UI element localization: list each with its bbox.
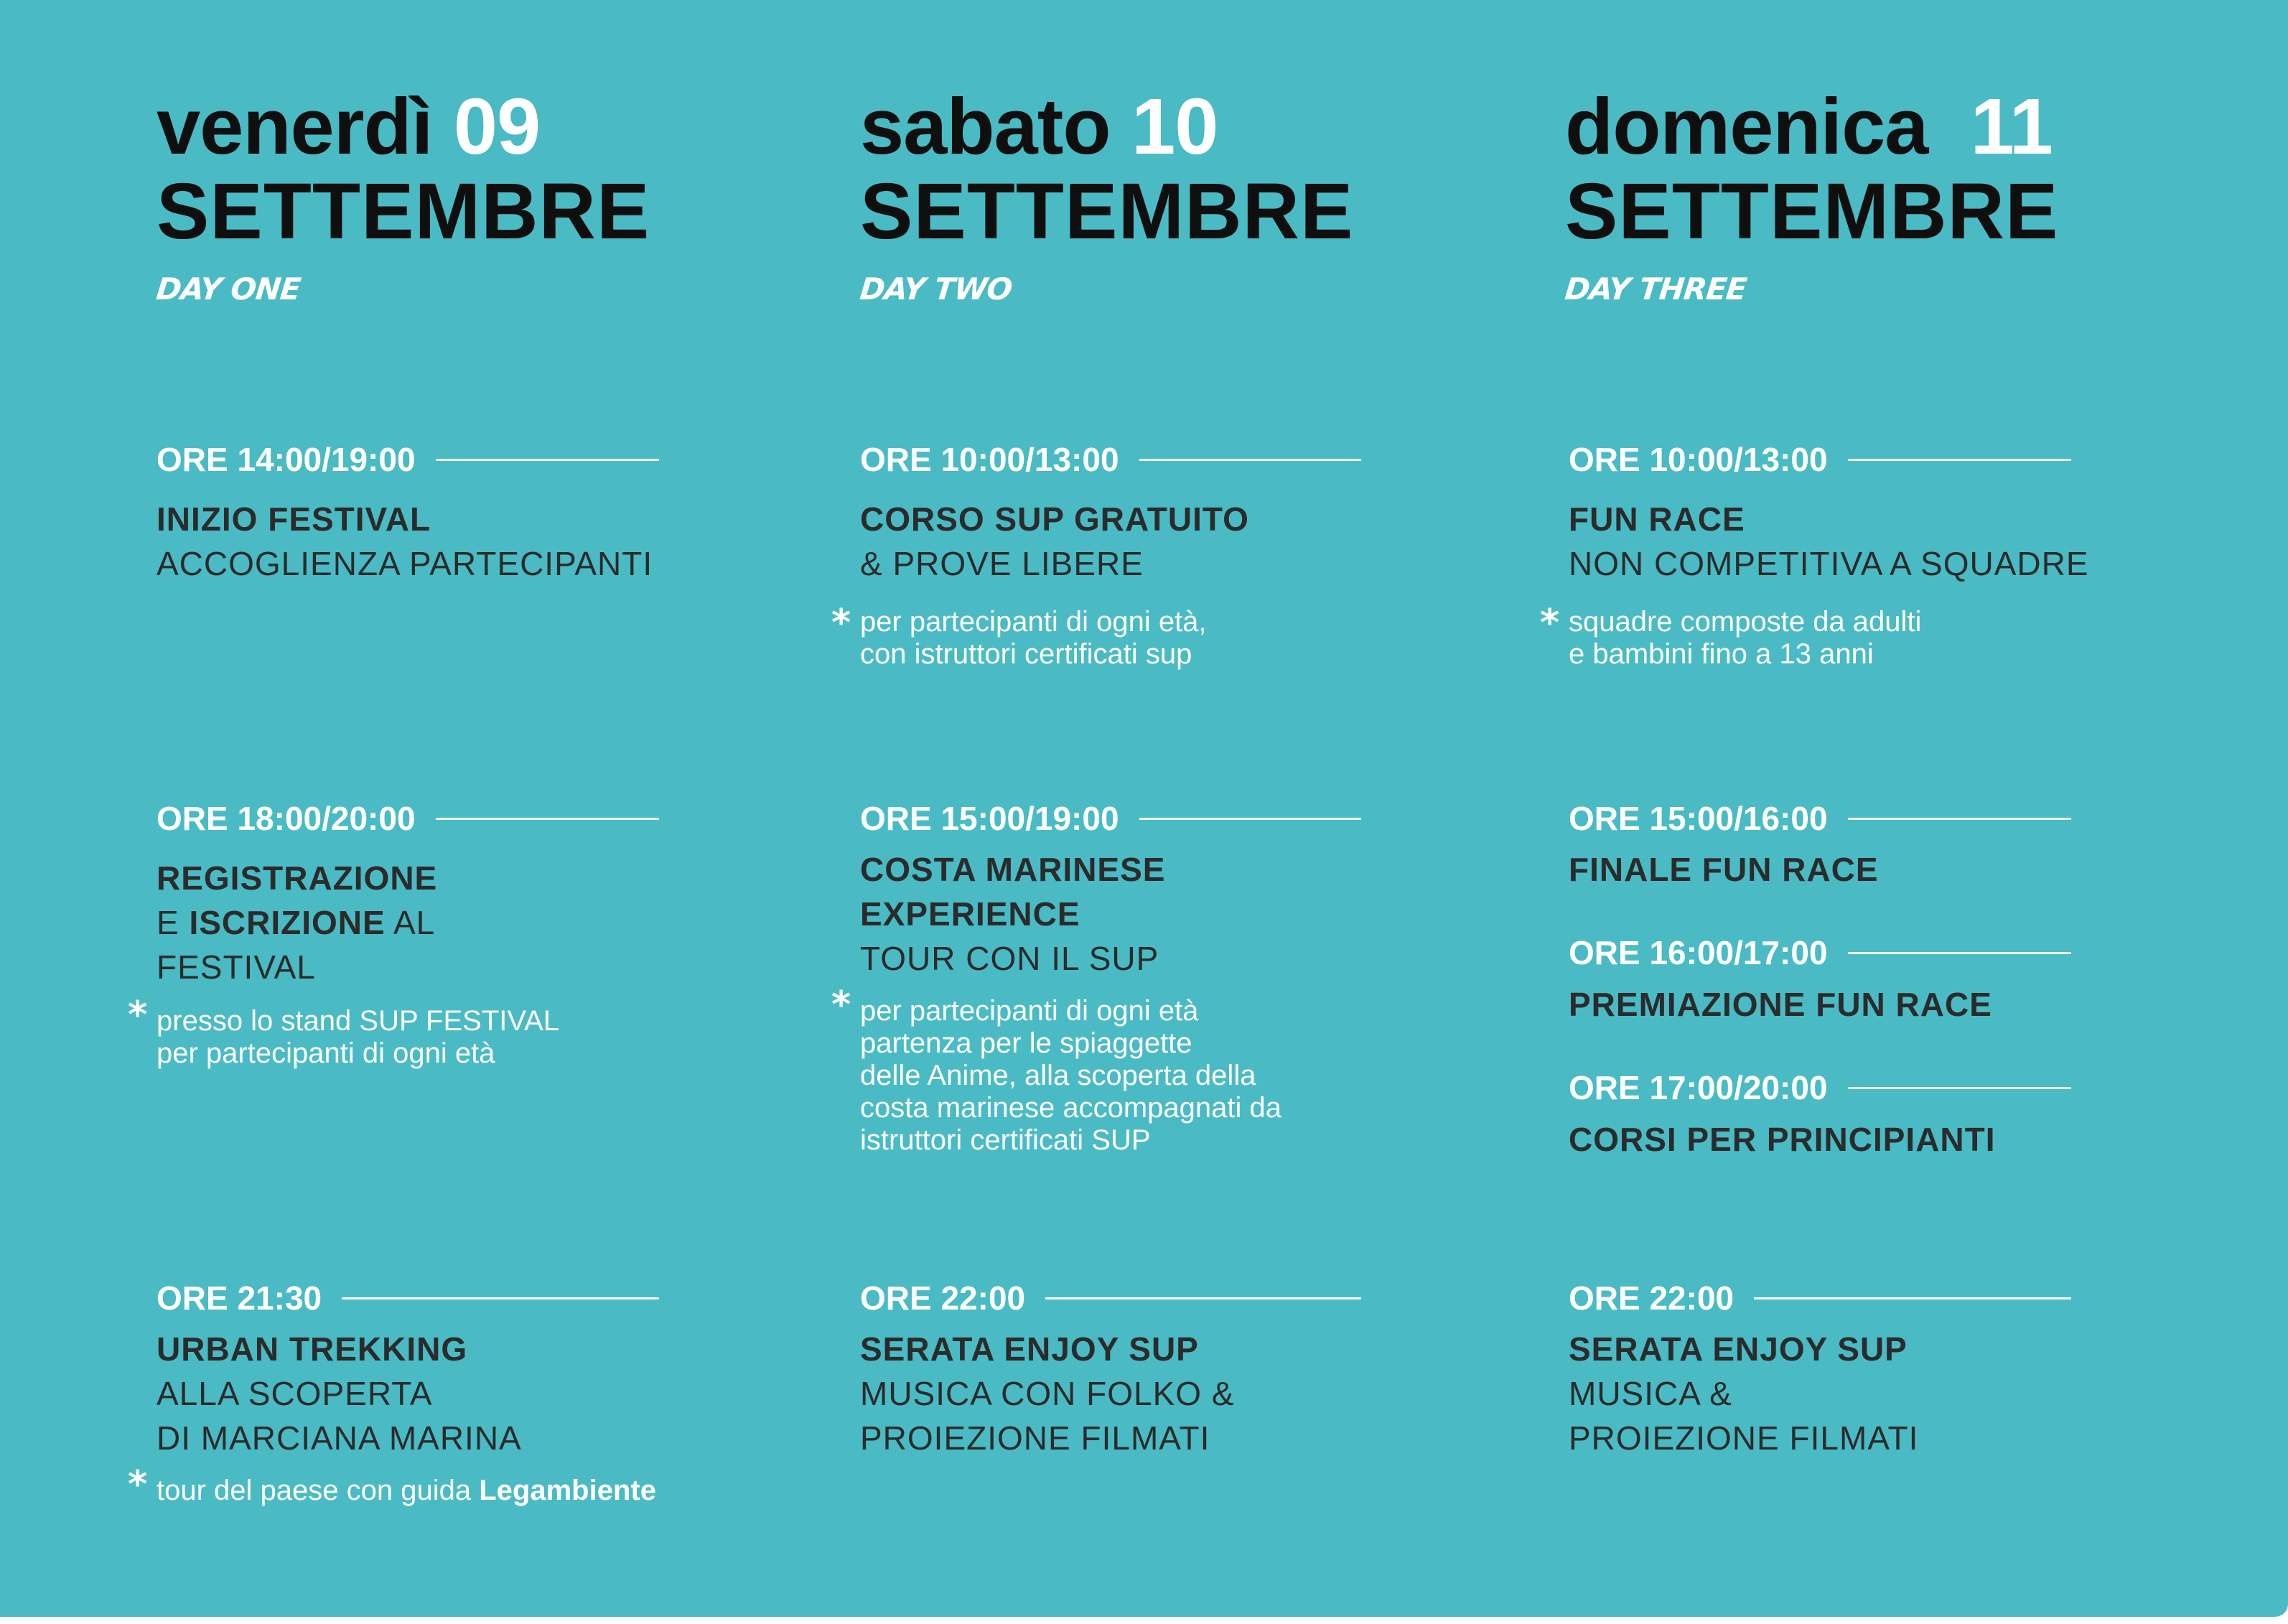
event-subtitle: & PROVE LIBERE <box>860 545 1144 582</box>
event-title: INIZIO FESTIVAL <box>157 500 431 538</box>
weekday: domenica <box>1565 83 1928 171</box>
event-subtitle: ACCOGLIENZA PARTECIPANTI <box>157 545 653 582</box>
time-row <box>860 1277 1361 1320</box>
event-block <box>860 847 1165 981</box>
event-subtitle: MUSICA & <box>1569 1375 1732 1412</box>
event-subtitle: FESTIVAL <box>157 948 316 986</box>
time-label: ORE 14:00/19:00 <box>157 441 416 478</box>
event-subtitle: PROIEZIONE FILMATI <box>860 1419 1210 1457</box>
divider-line <box>436 459 659 461</box>
event-subtitle: PROIEZIONE FILMATI <box>1569 1419 1919 1457</box>
divider-line <box>1848 459 2071 461</box>
day-heading <box>157 85 650 254</box>
time-row <box>860 438 1361 481</box>
time-row <box>1569 438 2071 481</box>
time-label: ORE 17:00/20:00 <box>1569 1069 1828 1106</box>
time-label: ORE 10:00/13:00 <box>860 441 1119 478</box>
event-note: squadre composte da adulti e bambini fino a 13 anni <box>1569 606 1922 670</box>
time-row <box>1569 931 2071 974</box>
day-number: 10 <box>1131 83 1218 171</box>
event-block <box>1569 497 2089 586</box>
time-label: ORE 15:00/19:00 <box>860 800 1119 837</box>
event-title: URBAN TREKKING <box>157 1330 468 1368</box>
event-block <box>157 1327 522 1460</box>
divider-line <box>1139 459 1361 461</box>
day-tag: DAY ONE <box>154 271 302 307</box>
event-block <box>1569 847 1879 892</box>
event-title: CORSO SUP GRATUITO <box>860 500 1249 538</box>
event-note: per partecipanti di ogni età, con istruttori certificati sup <box>860 606 1207 670</box>
day-number: 11 <box>1970 83 2053 171</box>
event-note: tour del paese con guida Legambiente <box>157 1475 656 1506</box>
event-note: per partecipanti di ogni età partenza per le spiaggette delle Anime, alla scoperta della costa marinese accompagnati da istruttori certificati SUP <box>860 995 1281 1156</box>
event-subtitle: TOUR CON IL SUP <box>860 940 1159 977</box>
day-tag: DAY TWO <box>858 271 1014 307</box>
weekday: sabato <box>860 83 1111 171</box>
time-label: ORE 22:00 <box>860 1279 1026 1317</box>
event-block <box>1569 1327 1918 1460</box>
time-label: ORE 16:00/17:00 <box>1569 934 1828 971</box>
time-row <box>157 797 659 840</box>
month: SETTEMBRE <box>1565 167 2059 256</box>
time-row <box>1569 1277 2071 1320</box>
month: SETTEMBRE <box>860 167 1354 256</box>
event-title: PREMIAZIONE FUN RACE <box>1569 986 1992 1023</box>
asterisk-icon: * <box>1540 602 1560 645</box>
time-row <box>1569 797 2071 840</box>
divider-line <box>1045 1297 1361 1299</box>
event-title: CORSI PER PRINCIPIANTI <box>1569 1121 1996 1158</box>
weekday: venerdì <box>157 83 433 171</box>
time-row <box>860 797 1361 840</box>
event-block <box>157 856 437 989</box>
asterisk-icon: * <box>128 994 148 1037</box>
divider-line <box>1848 952 2071 954</box>
asterisk-icon: * <box>831 602 851 645</box>
event-title: REGISTRAZIONE <box>157 859 438 897</box>
time-label: ORE 21:30 <box>157 1279 322 1317</box>
time-row <box>1569 1066 2071 1109</box>
event-subtitle: NON COMPETITIVA A SQUADRE <box>1569 545 2089 582</box>
event-title: COSTA MARINESE <box>860 851 1166 888</box>
day-heading <box>860 85 1353 254</box>
time-row <box>157 438 659 481</box>
event-block <box>860 497 1249 586</box>
time-label: ORE 18:00/20:00 <box>157 800 416 837</box>
divider-line <box>1139 818 1361 820</box>
event-subtitle: E ISCRIZIONE AL <box>157 904 436 941</box>
day-heading <box>1565 85 2058 254</box>
event-title: FINALE FUN RACE <box>1569 851 1879 888</box>
event-note: presso lo stand SUP FESTIVAL per partecipanti di ogni età <box>157 1005 559 1069</box>
event-block <box>1569 982 1992 1027</box>
time-label: ORE 15:00/16:00 <box>1569 800 1828 837</box>
event-title: FUN RACE <box>1569 500 1745 538</box>
divider-line <box>342 1297 659 1299</box>
event-block <box>157 497 653 586</box>
divider-line <box>436 818 659 820</box>
event-title: EXPERIENCE <box>860 895 1080 933</box>
event-block <box>1569 1117 1996 1162</box>
event-subtitle: MUSICA CON FOLKO & <box>860 1375 1235 1412</box>
month: SETTEMBRE <box>157 167 650 256</box>
divider-line <box>1754 1297 2071 1299</box>
event-title: SERATA ENJOY SUP <box>860 1330 1199 1368</box>
day-tag: DAY THREE <box>1563 271 1748 307</box>
asterisk-icon: * <box>831 984 851 1027</box>
event-subtitle: DI MARCIANA MARINA <box>157 1419 522 1457</box>
event-subtitle: ALLA SCOPERTA <box>157 1375 433 1412</box>
event-title: SERATA ENJOY SUP <box>1569 1330 1908 1368</box>
divider-line <box>1848 1087 2071 1089</box>
asterisk-icon: * <box>128 1463 148 1506</box>
time-row <box>157 1277 659 1320</box>
time-label: ORE 22:00 <box>1569 1279 1734 1317</box>
divider-line <box>1848 818 2071 820</box>
event-block <box>860 1327 1235 1460</box>
day-number: 09 <box>453 83 541 171</box>
time-label: ORE 10:00/13:00 <box>1569 441 1828 478</box>
